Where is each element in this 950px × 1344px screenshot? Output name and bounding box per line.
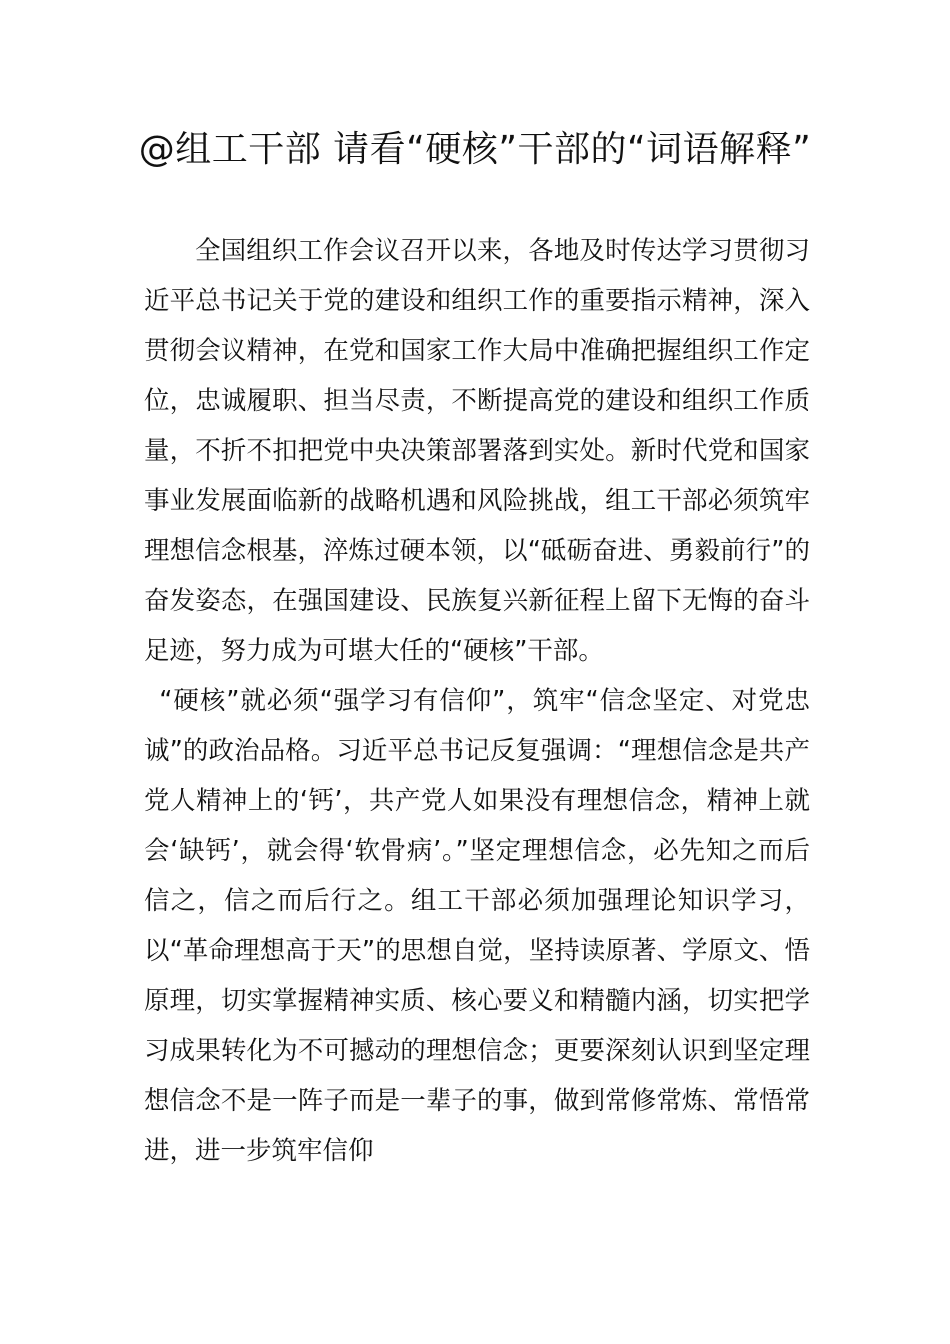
paragraph-intro: 全国组织工作会议召开以来，各地及时传达学习贯彻习近平总书记关于党的建设和组织工作的重要指示精神，深入贯彻会议精神，在党和国家工作大局中准确把握组织工作定位，忠诚履职、担当尽责，不断提高党的建设和组织工作质量，不折不扣把党中央决策部署落到实处。新时代党和国家事业发展面临新的战略机遇和风险挑战，组工干部必须筑牢理想信念根基，淬炼过硬本领，以“砥砺奋进、勇毅前行”的奋发姿态，在强国建设、民族复兴新征程上留下无悔的奋斗足迹，努力成为可堪大任的“硬核”干部。 — [144, 236, 810, 666]
document-body — [144, 226, 810, 1176]
paragraph-faith: “硬核”就必须“强学习有信仰”，筑牢“信念坚定、对党忠诚”的政治品格。习近平总书记反复强调：“理想信念是共产党人精神上的‘钙’，共产党人如果没有理想信念，精神上就会‘缺钙’，就会得‘软骨病’。”坚定理想信念，必先知之而后信之，信之而后行之。组工干部必须加强理论知识学习，以“革命理想高于天”的思想自觉，坚持读原著、学原文、悟原理，切实掌握精神实质、核心要义和精髓内涵，切实把学习成果转化为不可撼动的理想信念；更要深刻认识到坚定理想信念不是一阵子而是一辈子的事，做到常修常炼、常悟常进，进一步筑牢信仰 — [144, 686, 810, 1166]
document-title: @组工干部 请看“硬核”干部的“词语解释” — [138, 129, 812, 170]
